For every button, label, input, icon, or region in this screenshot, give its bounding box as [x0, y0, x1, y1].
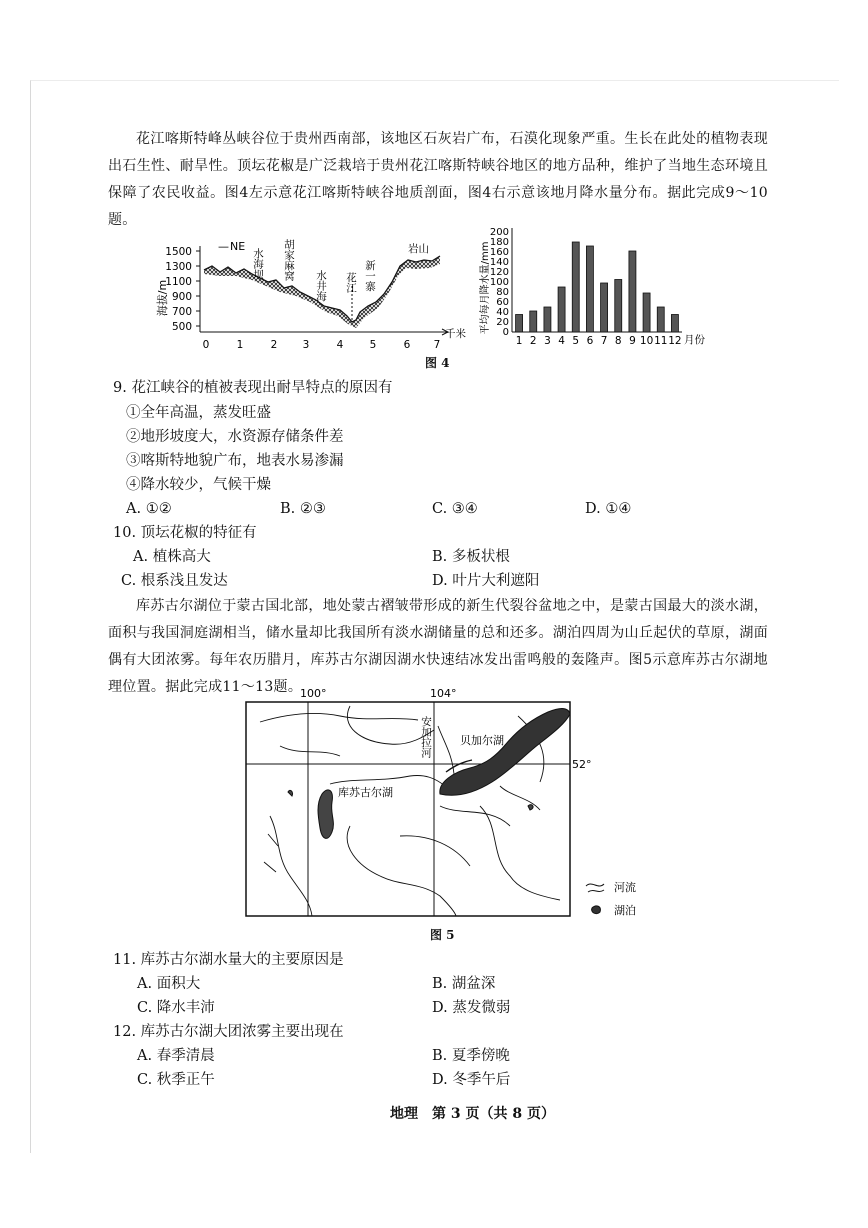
q10-option-d[interactable]: D. 叶片大利遮阳 [432, 573, 540, 589]
chart-bar [601, 283, 608, 332]
chart-bar [516, 315, 523, 333]
figure-4-profile [140, 236, 480, 354]
direction-label: — [218, 240, 229, 253]
q9-stem: 9. 花江峡谷的植被表现出耐旱特点的原因有 [113, 380, 393, 396]
profile-xtick: 5 [369, 339, 377, 351]
chart-bar [615, 280, 622, 333]
profile-ytick: 900 [171, 291, 192, 303]
map-label-baikal: 贝加尔湖 [460, 734, 504, 747]
intro-paragraph-2: 库苏古尔湖位于蒙古国北部，地处蒙古褶皱带形成的新生代裂谷盆地之中，是蒙古国最大的淡水湖，面积与我国洞庭湖相当，储水量却比我国所有淡水湖储量的总和还多。湖泊四周为山丘起伏的草原，湖面偶有大团浓雾。每年农历腊月，库苏古尔湖因湖水快速结冰发出雷鸣般的轰隆声。图5示意库苏古尔湖地理位置。据此完成11～13题。 [108, 598, 768, 695]
chart-bar [657, 307, 664, 332]
place-label: 胡家麻窝 [283, 239, 295, 281]
q9-option-c[interactable]: C. ③④ [432, 501, 478, 517]
q11-option-a[interactable]: A. 面积大 [137, 976, 201, 992]
q12-option-c[interactable]: C. 秋季正午 [137, 1072, 215, 1088]
intro-paragraph-1: 花江喀斯特峰丛峡谷位于贵州西南部，该地区石灰岩广布，石漠化现象严重。生长在此处的植物表现出石生性、耐旱性。顶坛花椒是广泛栽培于贵州花江喀斯特峡谷地区的地方品种，维护了当地生态环境且保障了农民收益。图4左示意花江喀斯特峡谷地质剖面，图4右示意该地月降水量分布。据此完成9～10题。 [108, 131, 768, 228]
chart-ylabel: 平均每月降水量/mm [480, 241, 491, 335]
place-label: 岩山 [408, 243, 429, 255]
map-label-angara: 安加拉河 [420, 716, 432, 758]
chart-ytick: 120 [489, 267, 509, 278]
direction-ne: NE [230, 240, 246, 253]
chart-ytick: 200 [489, 227, 509, 238]
q9-option-d[interactable]: D. ①④ [585, 501, 632, 517]
q10-option-a[interactable]: A. 植株高大 [133, 549, 211, 565]
chart-bar [572, 242, 579, 332]
chart-bar [643, 293, 650, 332]
profile-ytick: 1100 [165, 276, 192, 288]
place-label: 水井海 [315, 270, 327, 302]
q11-option-b[interactable]: B. 湖盆深 [432, 976, 496, 992]
profile-ytick: 1300 [165, 261, 192, 273]
q11-option-c[interactable]: C. 降水丰沛 [137, 1000, 215, 1016]
map-legend [584, 878, 654, 922]
chart-bar [671, 315, 678, 333]
chart-bar [558, 287, 565, 332]
lon-label-104: 104° [430, 687, 457, 700]
q10-stem: 10. 顶坛花椒的特征有 [113, 525, 257, 541]
chart-xtick: 11 [654, 335, 668, 347]
chart-bar [629, 251, 636, 332]
chart-xtick: 3 [544, 335, 551, 347]
profile-ytick: 1500 [165, 246, 192, 258]
profile-xtick: 7 [433, 339, 441, 351]
profile-ytick: 700 [171, 306, 192, 318]
place-label: 新一寨 [364, 260, 376, 292]
chart-xtick: 6 [586, 335, 594, 347]
chart-bar [544, 307, 551, 332]
profile-ylabel: 海拔/m [156, 279, 169, 317]
profile-xunit: 千米 [445, 328, 466, 340]
q11-stem: 11. 库苏古尔湖水量大的主要原因是 [113, 952, 344, 968]
chart-ytick: 60 [496, 297, 509, 308]
chart-ytick: 20 [496, 317, 509, 328]
chart-xtick: 1 [515, 335, 523, 347]
q11-option-d[interactable]: D. 蒸发微弱 [432, 1000, 511, 1016]
q10-option-b[interactable]: B. 多板状根 [432, 549, 510, 565]
chart-xtick: 12 [668, 335, 682, 347]
legend-lake-label: 湖泊 [614, 904, 636, 917]
legend-river-label: 河流 [614, 881, 636, 894]
chart-ytick: 80 [496, 287, 509, 298]
chart-ytick: 140 [489, 257, 509, 268]
chart-bar [586, 246, 593, 332]
q12-option-a[interactable]: A. 春季清晨 [137, 1048, 215, 1064]
q9-item-4: ④降水较少，气候干燥 [126, 477, 271, 493]
profile-xtick: 2 [270, 339, 278, 351]
chart-ytick: 0 [502, 327, 509, 338]
chart-xtick: 7 [600, 335, 608, 347]
profile-xtick: 3 [302, 339, 310, 351]
chart-ytick: 160 [489, 247, 509, 258]
chart-ytick: 40 [496, 307, 509, 318]
chart-xtick: 10 [639, 335, 654, 347]
q12-stem: 12. 库苏古尔湖大团浓雾主要出现在 [113, 1024, 344, 1040]
chart-xtick: 5 [572, 335, 580, 347]
figure-5-caption: 图 5 [430, 928, 455, 942]
place-label: 花江 [345, 272, 357, 293]
q10-option-c[interactable]: C. 根系浅且发达 [121, 573, 228, 589]
figure-4-caption: 图 4 [425, 356, 450, 370]
q9-option-a[interactable]: A. ①② [126, 501, 172, 517]
profile-xtick: 6 [403, 339, 411, 351]
profile-xtick: 4 [336, 339, 344, 351]
chart-xtick: 8 [614, 335, 622, 347]
chart-ytick: 100 [489, 277, 509, 288]
q9-item-1: ①全年高温，蒸发旺盛 [126, 405, 271, 421]
q9-item-2: ②地形坡度大，水资源存储条件差 [126, 429, 344, 445]
profile-ytick: 500 [171, 321, 192, 333]
page-footer: 地理 第 3 页（共 8 页） [390, 1106, 555, 1122]
chart-xtick: 9 [629, 335, 636, 347]
profile-xtick: 0 [202, 339, 210, 351]
figure-4-precip-chart [478, 222, 738, 352]
chart-xtick: 2 [529, 335, 537, 347]
chart-ytick: 180 [489, 237, 509, 248]
map-label-khovsgol: 库苏古尔湖 [338, 786, 393, 799]
lon-label-100: 100° [300, 687, 327, 700]
profile-xtick: 1 [236, 339, 244, 351]
chart-bar [530, 311, 537, 332]
place-label: 水海坝 [252, 248, 264, 280]
lat-label-52: 52° [572, 758, 592, 771]
q12-option-d[interactable]: D. 冬季午后 [432, 1072, 511, 1088]
chart-xtick: 4 [558, 335, 565, 347]
q12-option-b[interactable]: B. 夏季傍晚 [432, 1048, 510, 1064]
q9-item-3: ③喀斯特地貌广布，地表水易渗漏 [126, 453, 344, 469]
q9-option-b[interactable]: B. ②③ [280, 501, 326, 517]
chart-xlabel: 月份 [684, 334, 705, 346]
